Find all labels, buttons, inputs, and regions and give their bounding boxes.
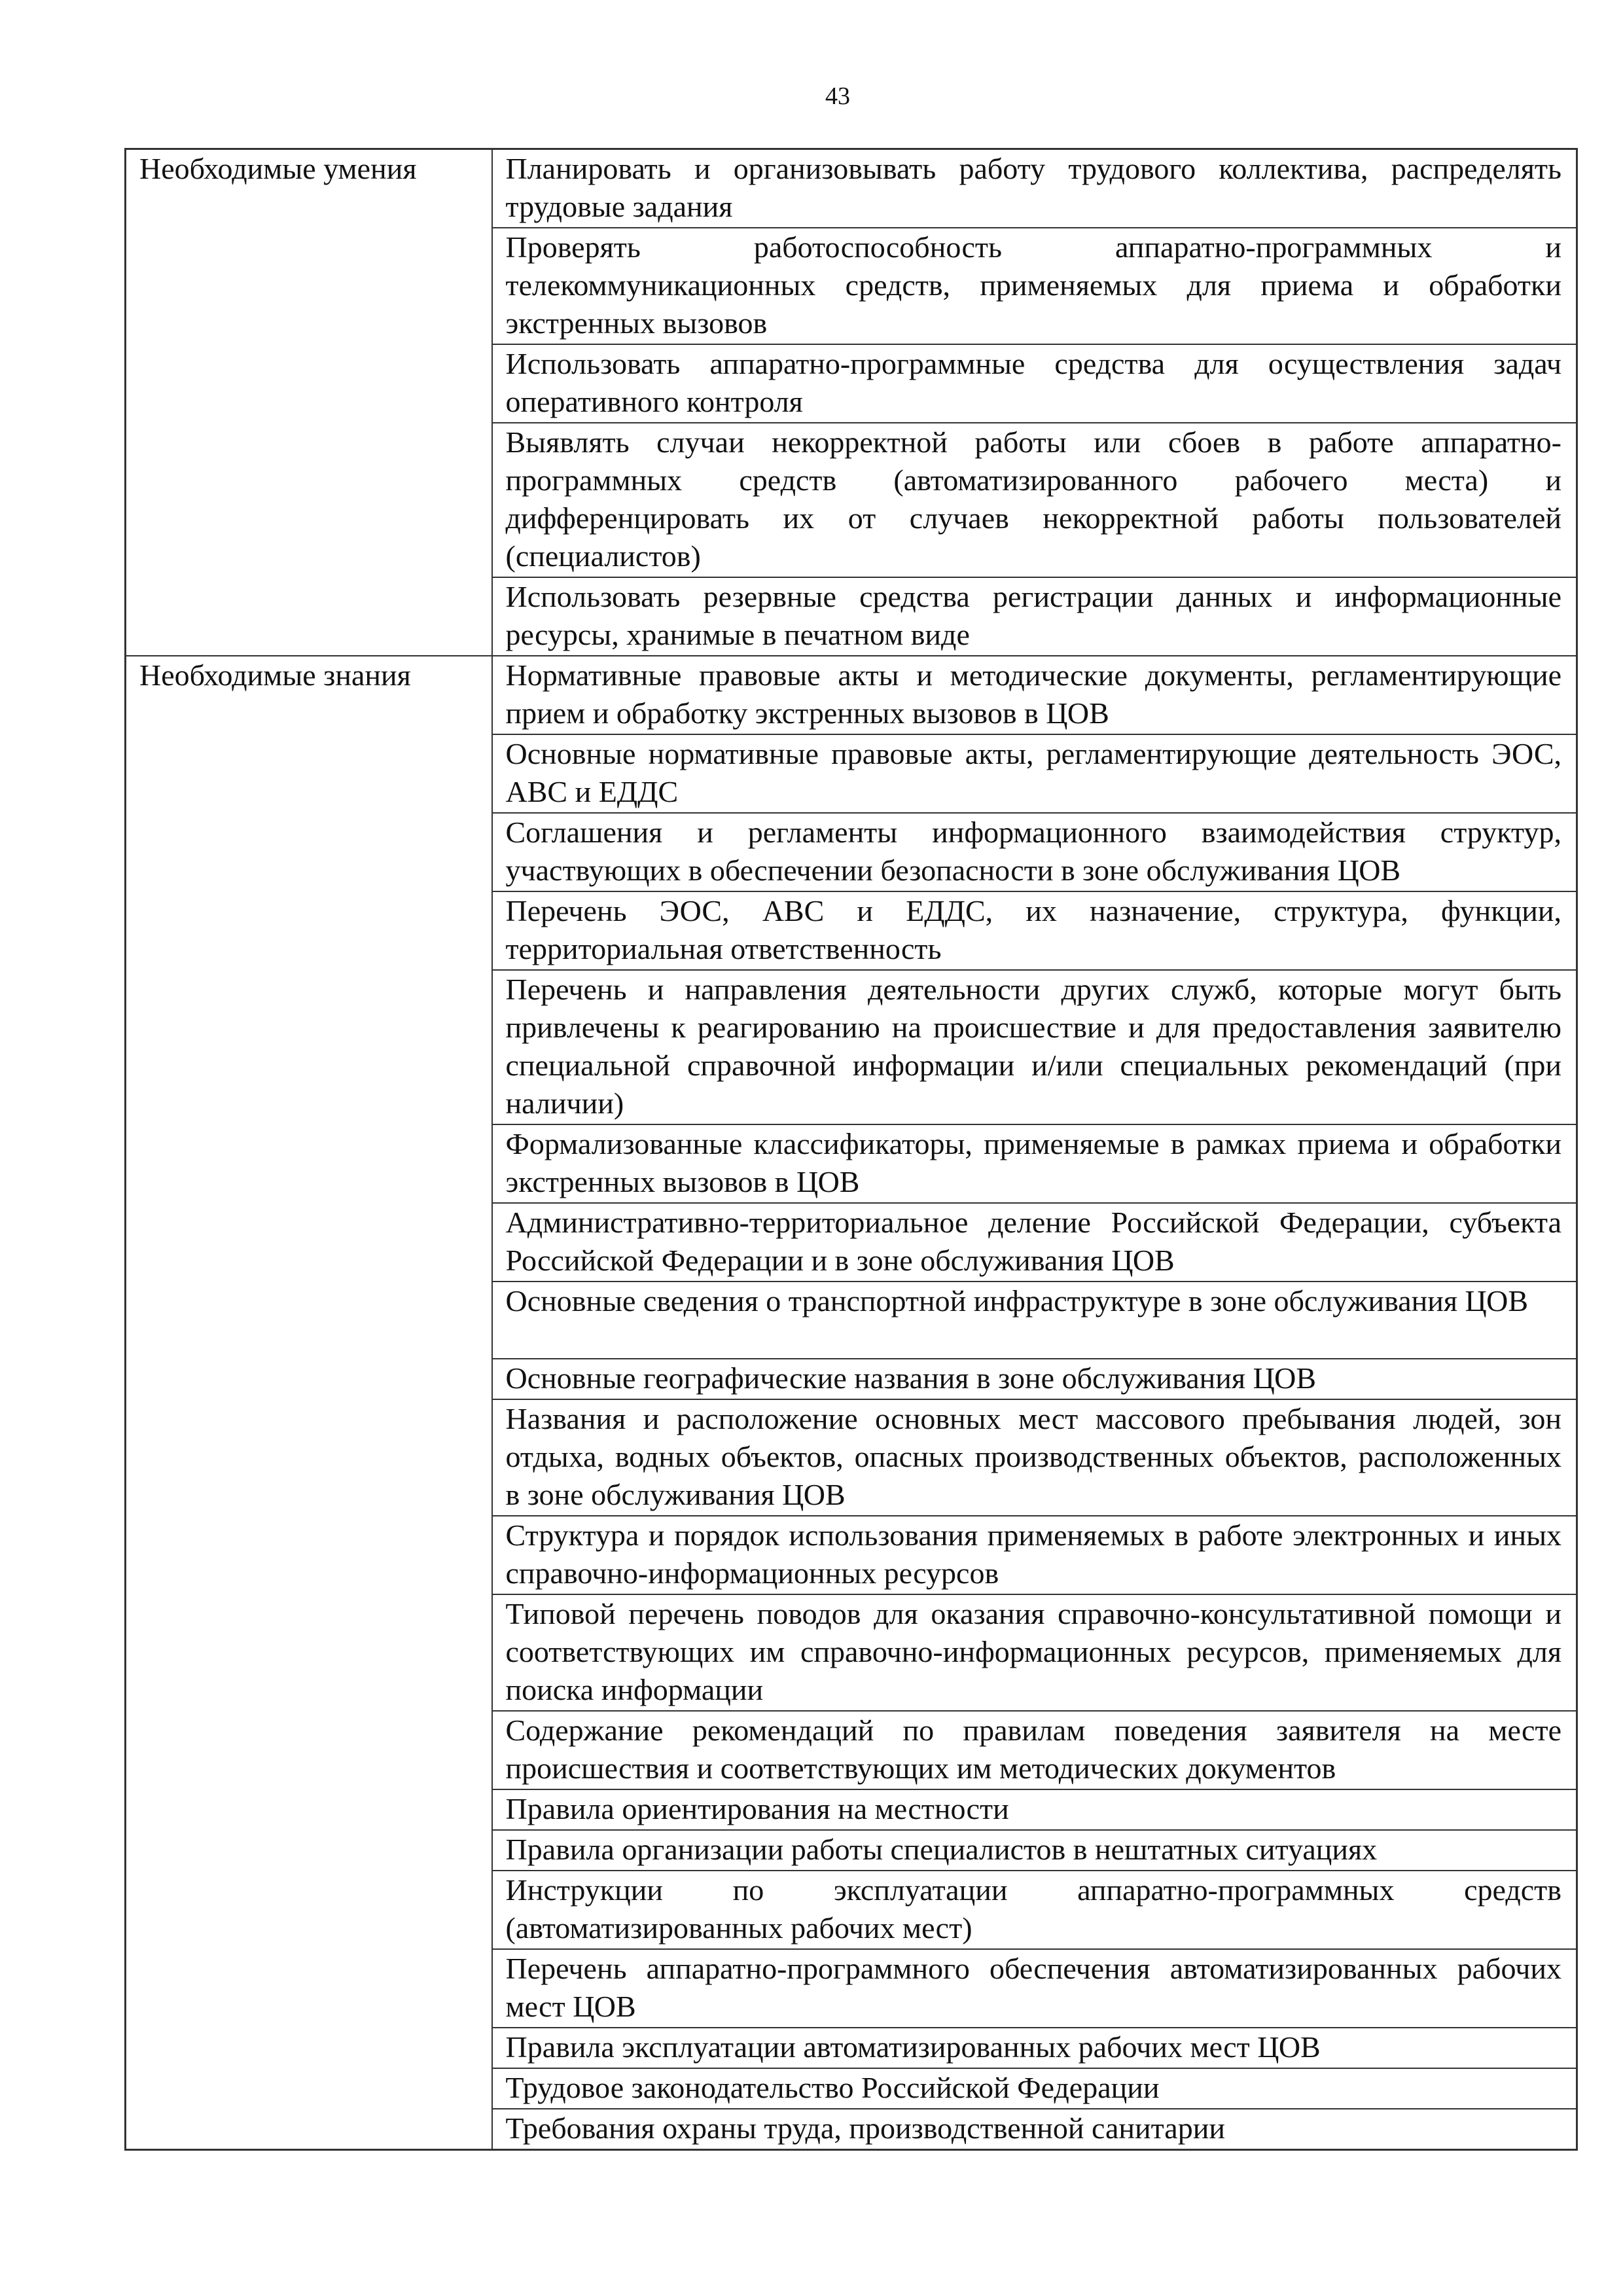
- table-row: [126, 149, 1577, 228]
- table-cell: Административно-территориальное деление Российской Федерации, субъекта Российской Федерации и в зоне обслуживания ЦОВ: [492, 1203, 1577, 1282]
- page-number: 43: [825, 82, 850, 110]
- table-cell: Инструкции по эксплуатации аппаратно-программных средств (автоматизированных рабочих мест): [492, 1871, 1577, 1949]
- table-cell: Соглашения и регламенты информационного взаимодействия структур, участвующих в обеспечении безопасности в зоне обслуживания ЦОВ: [492, 813, 1577, 891]
- section-label-knowledge: Необходимые знания: [126, 656, 492, 2150]
- table-cell: Трудовое законодательство Российской Федерации: [492, 2068, 1577, 2109]
- table-cell: Использовать аппаратно-программные средства для осуществления задач оперативного контроля: [492, 344, 1577, 423]
- table-cell: Типовой перечень поводов для оказания справочно-консультативной помощи и соответствующих им справочно-информационных ресурсов, применяемых для поиска информации: [492, 1594, 1577, 1711]
- table-cell: Формализованные классификаторы, применяемые в рамках приема и обработки экстренных вызовов в ЦОВ: [492, 1124, 1577, 1203]
- table-cell: Перечень ЭОС, АВС и ЕДДС, их назначение, структура, функции, территориальная ответственность: [492, 891, 1577, 970]
- table-cell: Проверять работоспособность аппаратно-программных и телекоммуникационных средств, применяемых для приема и обработки экстренных вызовов: [492, 228, 1577, 344]
- table-cell: Названия и расположение основных мест массового пребывания людей, зон отдыха, водных объектов, опасных производственных объектов, расположенных в зоне обслуживания ЦОВ: [492, 1399, 1577, 1516]
- table-cell: Структура и порядок использования применяемых в работе электронных и иных справочно-информационных ресурсов: [492, 1516, 1577, 1594]
- table-cell: Основные нормативные правовые акты, регламентирующие деятельность ЭОС, АВС и ЕДДС: [492, 734, 1577, 813]
- table-cell: Содержание рекомендаций по правилам поведения заявителя на месте происшествия и соответствующих им методических документов: [492, 1711, 1577, 1789]
- table-cell: Правила ориентирования на местности: [492, 1789, 1577, 1830]
- table-cell: Основные сведения о транспортной инфраструктуре в зоне обслуживания ЦОВ: [492, 1282, 1577, 1359]
- table-cell: Использовать резервные средства регистрации данных и информационные ресурсы, хранимые в печатном виде: [492, 577, 1577, 656]
- table-cell: Нормативные правовые акты и методические документы, регламентирующие прием и обработку экстренных вызовов в ЦОВ: [492, 656, 1577, 734]
- requirements-table: [124, 148, 1578, 2151]
- table-cell: Выявлять случаи некорректной работы или сбоев в работе аппаратно-программных средств (автоматизированного рабочего места) и дифференцировать их от случаев некорректной работы пользователей (специалистов): [492, 423, 1577, 577]
- table-cell: Правила организации работы специалистов в нештатных ситуациях: [492, 1830, 1577, 1871]
- table-cell: Требования охраны труда, производственной санитарии: [492, 2109, 1577, 2150]
- table-cell: Основные географические названия в зоне обслуживания ЦОВ: [492, 1359, 1577, 1399]
- table-cell: Планировать и организовывать работу трудового коллектива, распределять трудовые задания: [492, 149, 1577, 228]
- section-label-skills: Необходимые умения: [126, 149, 492, 656]
- table-row: [126, 656, 1577, 734]
- table-cell: Правила эксплуатации автоматизированных рабочих мест ЦОВ: [492, 2028, 1577, 2068]
- table-cell: Перечень аппаратно-программного обеспечения автоматизированных рабочих мест ЦОВ: [492, 1949, 1577, 2028]
- table-cell: Перечень и направления деятельности других служб, которые могут быть привлечены к реагированию на происшествие и для предоставления заявителю специальной справочной информации и/или специальных рекомендаций (при наличии): [492, 970, 1577, 1124]
